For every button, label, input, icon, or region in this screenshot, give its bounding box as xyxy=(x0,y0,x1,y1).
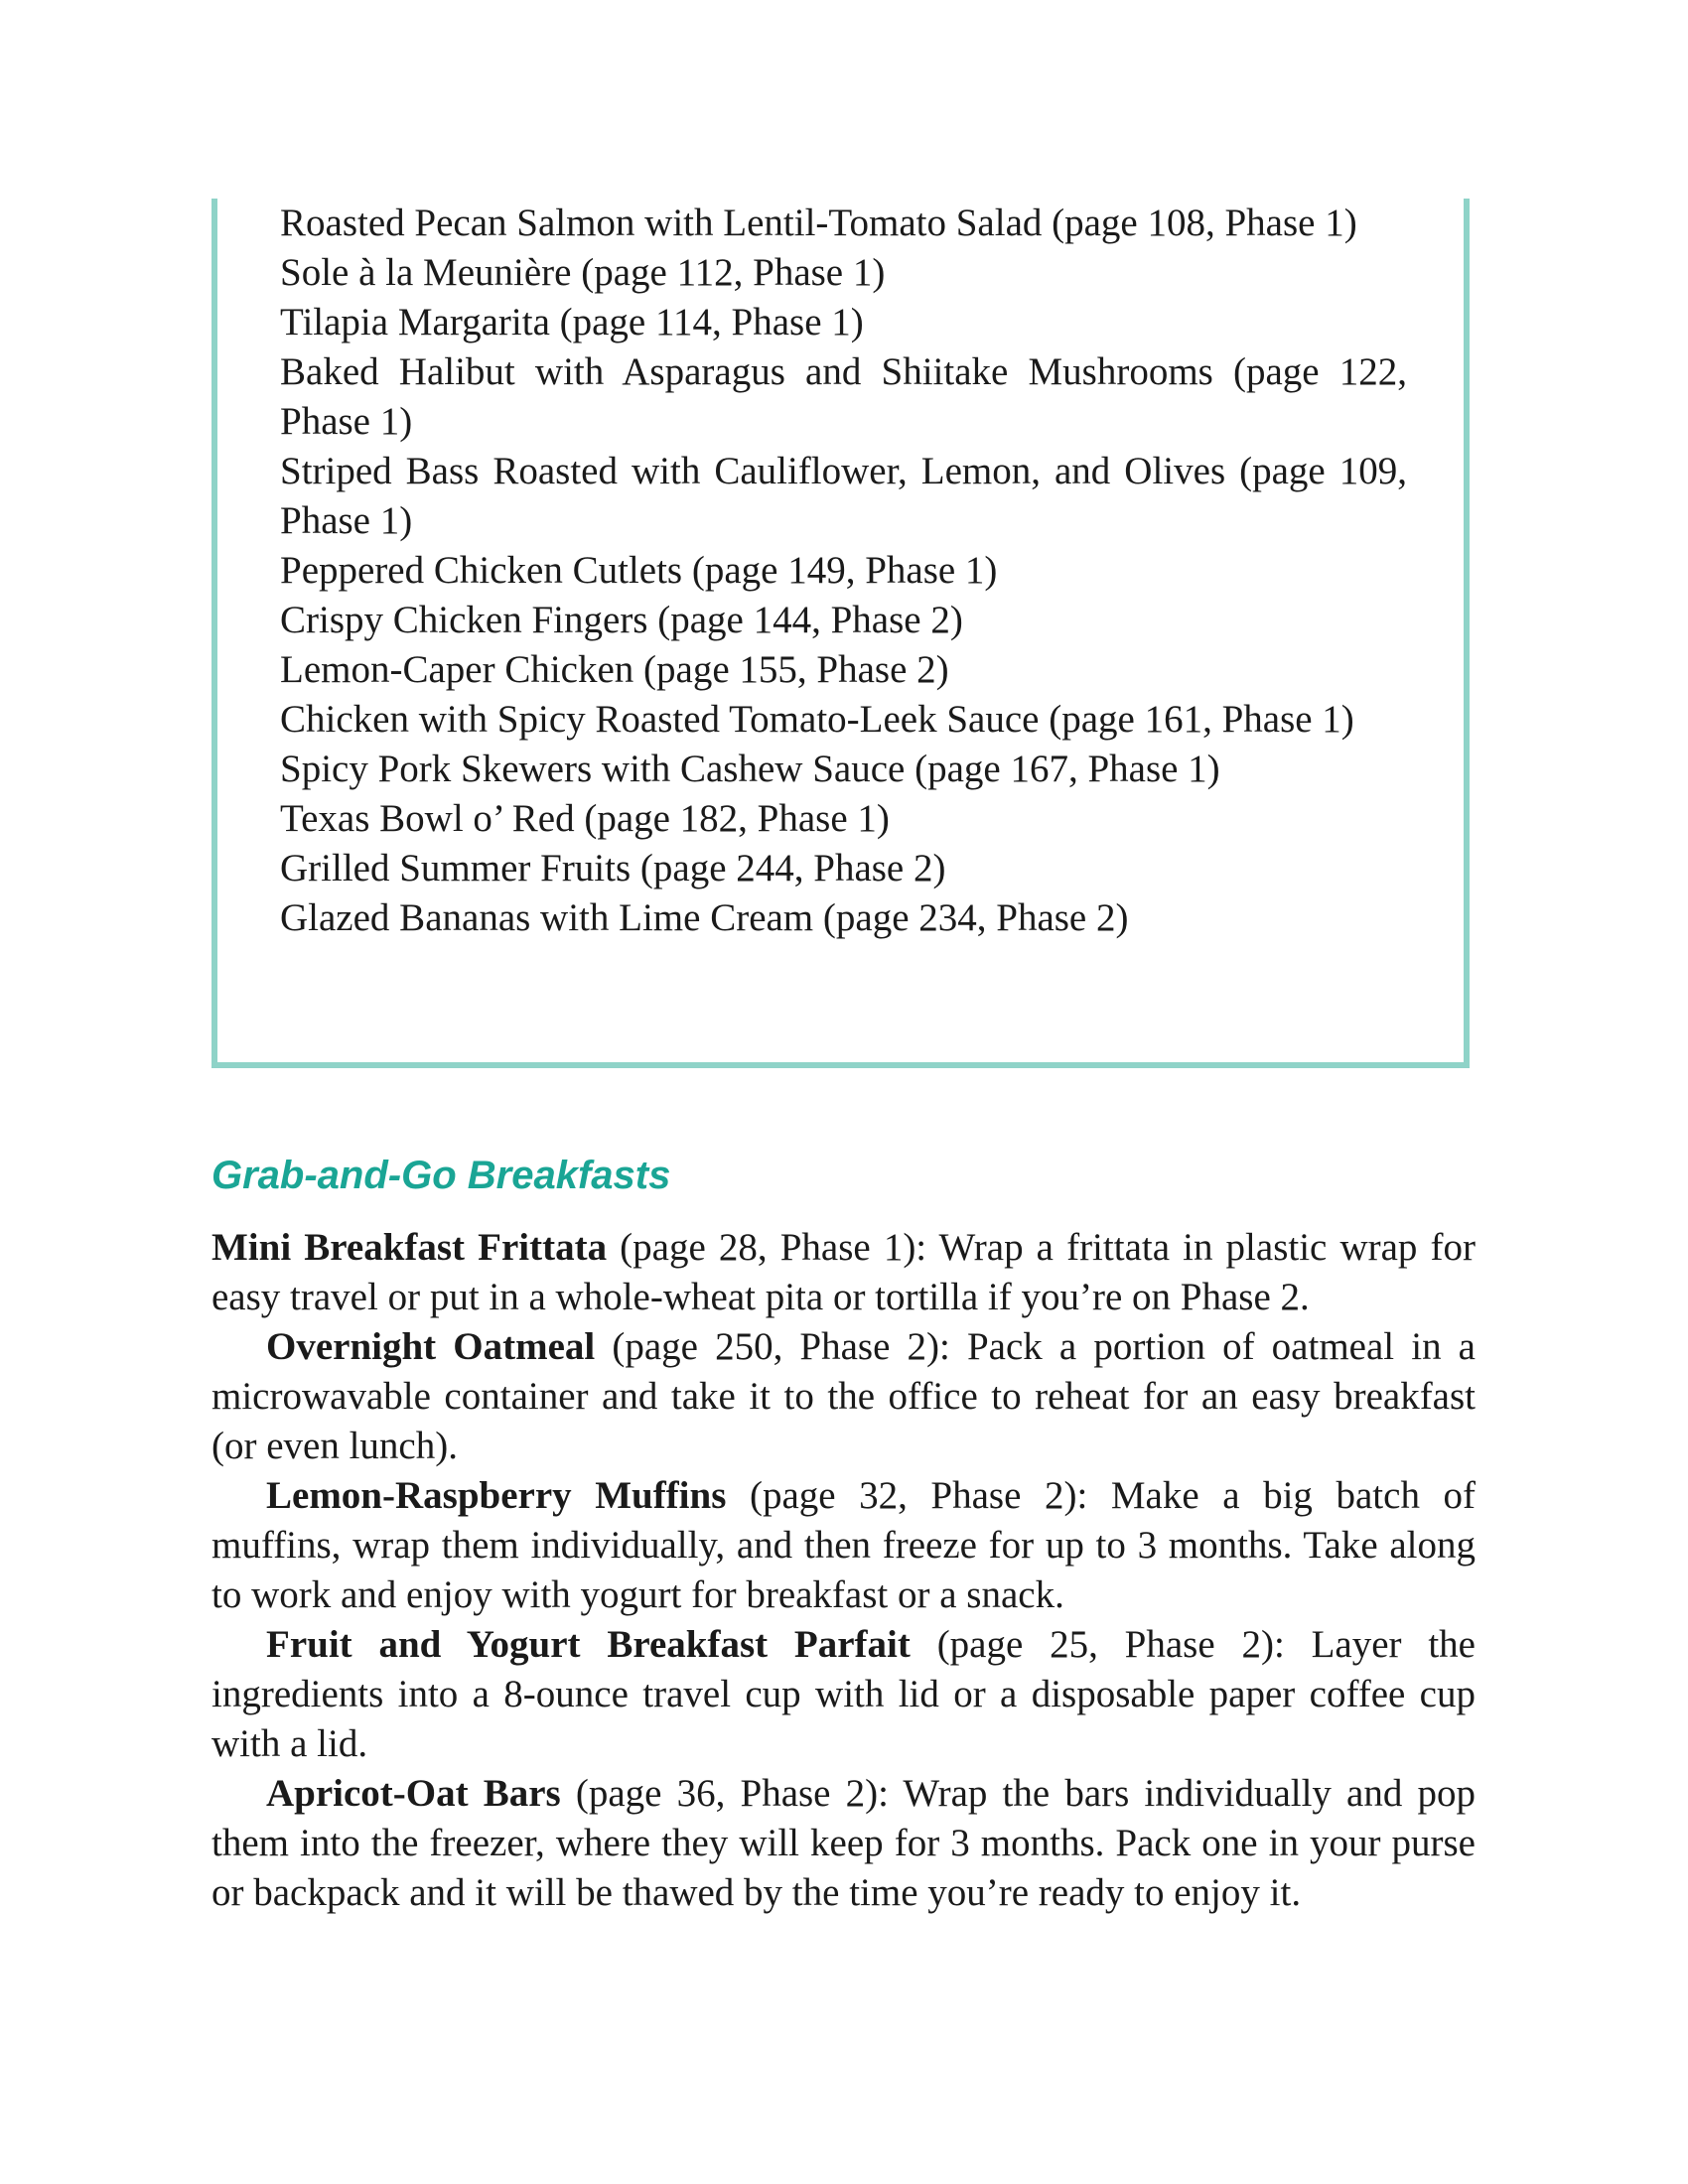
recipe-list-item: Glazed Bananas with Lime Cream (page 234, Phase 2) xyxy=(280,896,1129,939)
breakfast-description: (page 250, Phase 2): Pack a portion of oatmeal in a microwavable container and take it to the office to reheat for an easy breakfast (or even lunch). xyxy=(211,1325,1476,1467)
recipe-list-item: Spicy Pork Skewers with Cashew Sauce (page 167, Phase 1) xyxy=(280,748,1220,790)
breakfast-description: (page 25, Phase 2): Layer the ingredients into a 8-ounce travel cup with lid or a disposable paper coffee cup with a lid. xyxy=(211,1623,1476,1765)
breakfast-name: Lemon-Raspberry Muffins xyxy=(266,1474,727,1517)
breakfast-tip xyxy=(211,1620,1476,1769)
breakfast-description: (page 32, Phase 2): Make a big batch of muffins, wrap them individually, and then freeze for up to 3 months. Take along to work and enjoy with yogurt for breakfast or a snack. xyxy=(211,1474,1476,1616)
breakfast-tips xyxy=(211,1223,1476,1918)
recipe-list-item: Texas Bowl o’ Red (page 182, Phase 1) xyxy=(280,797,890,840)
recipe-list-item: Chicken with Spicy Roasted Tomato-Leek Sauce (page 161, Phase 1) xyxy=(280,698,1354,741)
breakfast-tip xyxy=(211,1471,1476,1620)
breakfast-description: (page 36, Phase 2): Wrap the bars individually and pop them into the freezer, where they will keep for 3 months. Pack one in your purse or backpack and it will be thawed by the time you’re ready to enjoy it. xyxy=(211,1772,1476,1914)
recipe-list-item: Grilled Summer Fruits (page 244, Phase 2) xyxy=(280,847,946,889)
breakfast-description: (page 28, Phase 1): Wrap a frittata in plastic wrap for easy travel or put in a whole-wheat pita or tortilla if you’re on Phase 2. xyxy=(211,1226,1476,1318)
recipe-list-item: Sole à la Meunière (page 112, Phase 1) xyxy=(280,251,886,294)
breakfast-name: Mini Breakfast Frittata xyxy=(211,1226,608,1269)
recipe-list-box xyxy=(211,199,1470,1068)
section-title: Grab-and-Go Breakfasts xyxy=(211,1154,671,1197)
breakfast-tip xyxy=(211,1223,1476,1322)
recipe-list-item: Tilapia Margarita (page 114, Phase 1) xyxy=(280,301,864,343)
breakfast-tip xyxy=(211,1322,1476,1471)
breakfast-name: Overnight Oatmeal xyxy=(266,1325,596,1368)
recipe-list-item: Crispy Chicken Fingers (page 144, Phase 2) xyxy=(280,599,963,641)
recipe-list-item: Lemon-Caper Chicken (page 155, Phase 2) xyxy=(280,648,949,691)
recipe-list-item: Roasted Pecan Salmon with Lentil-Tomato Salad (page 108, Phase 1) xyxy=(280,202,1357,244)
breakfast-tip xyxy=(211,1769,1476,1918)
breakfast-name: Fruit and Yogurt Breakfast Parfait xyxy=(266,1623,911,1666)
recipe-list-item: Baked Halibut with Asparagus and Shiitake Mushrooms (page 122, Phase 1) xyxy=(280,350,1407,443)
recipe-list xyxy=(280,199,1407,943)
recipe-list-item: Peppered Chicken Cutlets (page 149, Phase 1) xyxy=(280,549,998,592)
breakfast-name: Apricot-Oat Bars xyxy=(266,1772,561,1815)
recipe-list-item: Striped Bass Roasted with Cauliflower, Lemon, and Olives (page 109, Phase 1) xyxy=(280,450,1407,542)
